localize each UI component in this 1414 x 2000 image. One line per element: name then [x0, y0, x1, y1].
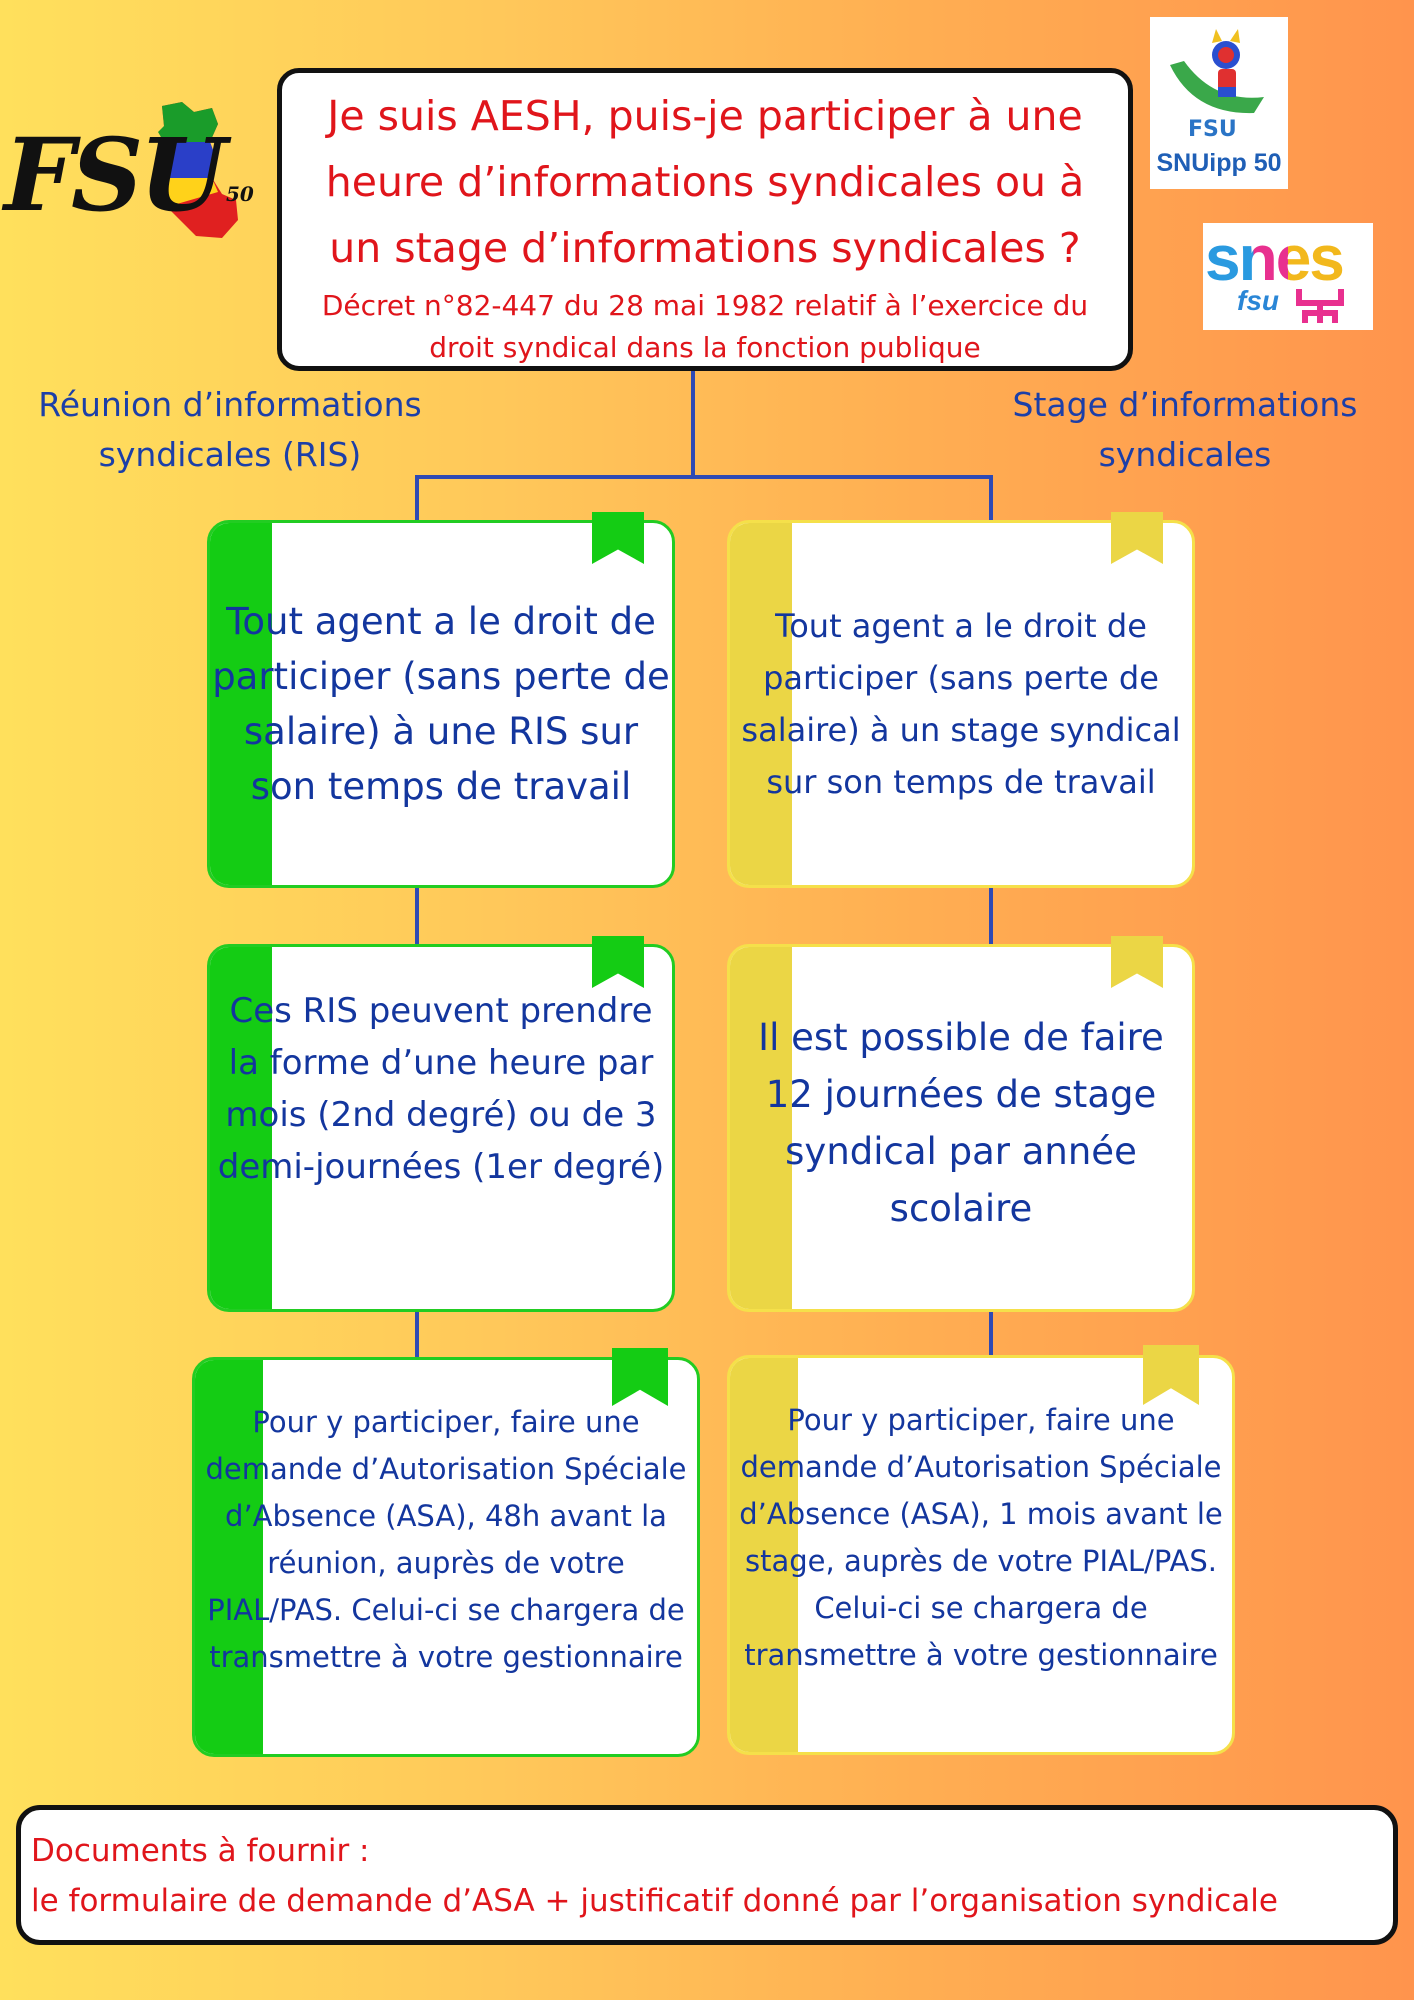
right-card-3 [727, 1355, 1235, 1755]
left-column-heading: Réunion d’informations syndicales (RIS) [38, 385, 422, 474]
documents-box [16, 1805, 1398, 1945]
snuipp-name: SNUipp 50 [1156, 149, 1282, 177]
right-card-1 [727, 520, 1195, 888]
right-card-2-text: Il est possible de faire 12 journées de stage syndical par année scolaire [758, 1016, 1164, 1230]
snuipp-fsu-mark: FSU [1188, 117, 1237, 142]
left-card-3-text: Pour y participer, faire une demande d’Autorisation Spéciale d’Absence (ASA), 48h avant la réunion, auprès de votre PIAL/PAS. Celui-ci se chargera de transmettre à votre gestionnaire [205, 1405, 687, 1674]
right-column-heading: Stage d’informations syndicales [1012, 385, 1358, 474]
left-card-2-text: Ces RIS peuvent prendre la forme d’une heure par mois (2nd degré) ou de 3 demi-journées (1er degré) [217, 991, 665, 1187]
connector-left-mid [415, 886, 419, 946]
left-card-3 [192, 1357, 700, 1757]
connector-right-low [989, 1310, 993, 1359]
connector-horizontal [415, 475, 993, 479]
right-card-1-text: Tout agent a le droit de participer (sans perte de salaire) à un stage syndical sur son temps de travail [741, 607, 1181, 801]
connector-trunk [691, 371, 695, 477]
viking-mascot-icon [1164, 25, 1274, 121]
left-card-2 [207, 944, 675, 1312]
fsu-logo [4, 96, 254, 246]
snuipp-logo [1150, 17, 1288, 189]
right-card-3-text: Pour y participer, faire une demande d’Autorisation Spéciale d’Absence (ASA), 1 mois avant le stage, auprès de votre PIAL/PAS. Celui-ci se chargera de transmettre à votre gestionnaire [739, 1403, 1223, 1672]
fsu-department-number: 50 [226, 182, 254, 206]
documents-text: le formulaire de demande d’ASA + justificatif donné par l’organisation syndicale [31, 1883, 1278, 1919]
left-card-1-text: Tout agent a le droit de participer (sans perte de salaire) à une RIS sur son temps de travail [212, 600, 670, 808]
snes-logo [1203, 223, 1373, 330]
documents-label: Documents à fournir : [31, 1833, 370, 1869]
page-title: Je suis AESH, puis-je participer à une heure d’informations syndicales ou à un stage d’informations syndicales ? [325, 92, 1085, 272]
snes-wordmark: snes [1205, 222, 1343, 294]
left-card-1 [207, 520, 675, 888]
connector-right-top [989, 475, 993, 522]
title-box [277, 68, 1133, 371]
right-card-2 [727, 944, 1195, 1312]
snes-figure-icon [1295, 283, 1345, 327]
fsu-wordmark: FSU [4, 116, 223, 234]
connector-right-mid [989, 886, 993, 946]
connector-left-low [415, 1310, 419, 1359]
decree-reference: Décret n°82-447 du 28 mai 1982 relatif à l’exercice du droit syndical dans la fonction publique [321, 289, 1089, 364]
snes-fsu-mark: fsu [1237, 285, 1279, 316]
connector-left-top [415, 475, 419, 522]
